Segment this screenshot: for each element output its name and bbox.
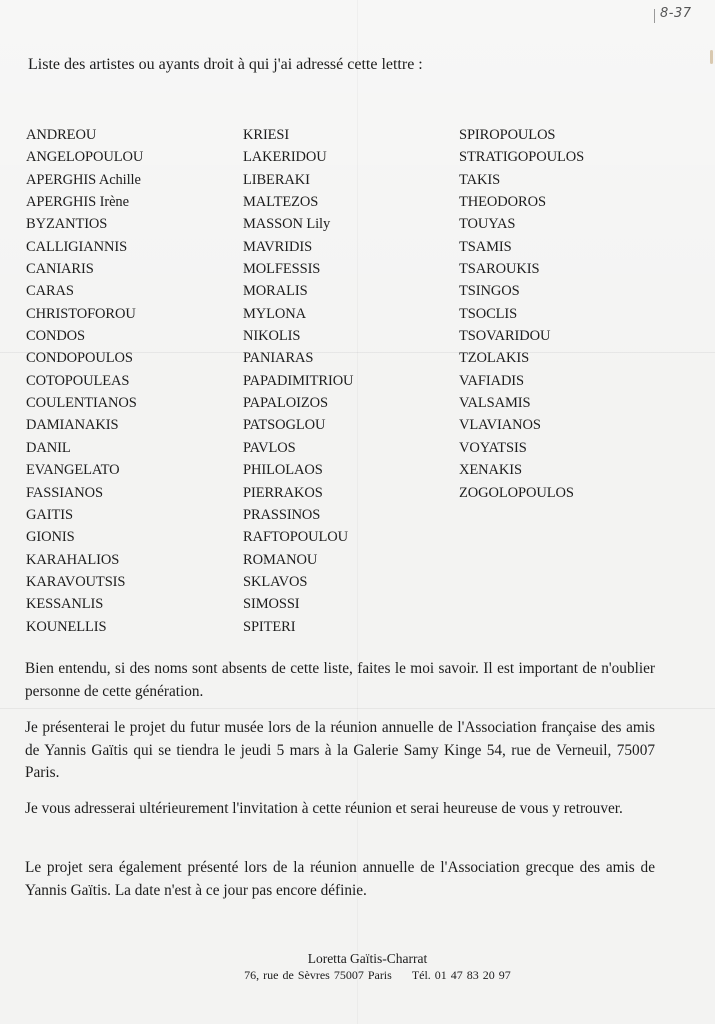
artist-name: PANIARAS — [243, 350, 314, 367]
artist-list — [26, 124, 666, 644]
artist-name: TSAROUKIS — [459, 261, 540, 278]
artist-name: MALTEZOS — [243, 194, 319, 211]
artist-name: CONDOS — [26, 328, 86, 345]
artist-name: SIMOSSI — [243, 596, 300, 613]
artist-name: GIONIS — [26, 529, 75, 546]
artist-name: APERGHIS Achille — [26, 171, 141, 188]
artist-column-2 — [243, 124, 353, 638]
handwritten-reference-mark: 8-37 — [660, 6, 692, 21]
paragraph-missing-names: Bien entendu, si des noms sont absents de cette liste, faites le moi savoir. Il est important de n'oublier personne de cette génération. — [25, 660, 655, 700]
artist-name: THEODOROS — [459, 194, 546, 211]
artist-name: DAMIANAKIS — [26, 417, 119, 434]
artist-name: STRATIGOPOULOS — [459, 149, 585, 166]
artist-name: ROMANOU — [243, 551, 318, 568]
artist-name: XENAKIS — [459, 462, 522, 479]
artist-name: KARAHALIOS — [26, 551, 120, 568]
artist-name: VAFIADIS — [459, 372, 525, 389]
artist-name: PATSOGLOU — [243, 417, 326, 434]
artist-name: LAKERIDOU — [243, 149, 327, 166]
artist-name: SPITERI — [243, 618, 296, 635]
artist-name: PAPALOIZOS — [243, 395, 328, 412]
artist-name: BYZANTIOS — [26, 216, 108, 233]
paragraph-greek-association: Le projet sera également présenté lors de la réunion annuelle de l'Association grecque des amis de Yannis Gaïtis. La date n'est à ce jour pas encore définie. — [25, 859, 655, 899]
artist-name: KOUNELLIS — [26, 618, 107, 635]
artist-name: RAFTOPOULOU — [243, 529, 348, 546]
artist-name: DANIL — [26, 439, 71, 456]
artist-name: PRASSINOS — [243, 506, 321, 523]
list-intro: Liste des artistes ou ayants droit à qui j'ai adressé cette lettre : — [28, 56, 423, 73]
signature-phone: Tél. 01 47 83 20 97 — [411, 968, 511, 982]
artist-name: CARAS — [26, 283, 74, 300]
reference-mark-bar — [654, 9, 655, 23]
signature-address: 76, rue de Sèvres 75007 Paris — [244, 968, 392, 982]
artist-name: MAVRIDIS — [243, 238, 313, 255]
artist-name: CHRISTOFOROU — [26, 305, 136, 322]
artist-name: EVANGELATO — [26, 462, 120, 479]
artist-name: PHILOLAOS — [243, 462, 323, 479]
artist-name: MORALIS — [243, 283, 308, 300]
paper-stain — [710, 50, 713, 64]
artist-name: MASSON Lily — [243, 216, 331, 233]
artist-name: SPIROPOULOS — [459, 127, 556, 143]
artist-name: MYLONA — [243, 305, 307, 322]
artist-name: LIBERAKI — [243, 171, 310, 188]
artist-name: VLAVIANOS — [459, 417, 541, 434]
artist-name: KESSANLIS — [26, 596, 104, 613]
artist-column-3 — [459, 124, 584, 504]
artist-name: VOYATSIS — [459, 439, 527, 456]
artist-name: CONDOPOULOS — [26, 350, 133, 367]
artist-name: ZOGOLOPOULOS — [459, 484, 574, 501]
artist-name: TZOLAKIS — [459, 350, 530, 367]
artist-name: COULENTIANOS — [26, 395, 137, 412]
artist-name: MOLFESSIS — [243, 261, 321, 278]
artist-name: ANDREOU — [26, 127, 97, 143]
artist-column-1 — [26, 124, 143, 638]
artist-name: GAITIS — [26, 506, 73, 523]
artist-name: PAPADIMITRIOU — [243, 372, 354, 389]
artist-name: KRIESI — [243, 127, 290, 143]
artist-name: ANGELOPOULOU — [26, 149, 144, 166]
artist-name: CANIARIS — [26, 261, 94, 278]
artist-name: TSOVARIDOU — [459, 328, 551, 345]
artist-name: PIERRAKOS — [243, 484, 323, 501]
artist-name: TAKIS — [459, 171, 501, 188]
artist-name: SKLAVOS — [243, 573, 308, 590]
signature-name: Loretta Gaïtis-Charrat — [307, 951, 428, 966]
artist-name: KARAVOUTSIS — [26, 573, 126, 590]
artist-name: PAVLOS — [243, 439, 296, 456]
artist-name: TSINGOS — [459, 283, 520, 300]
artist-name: VALSAMIS — [459, 395, 531, 412]
artist-name: COTOPOULEAS — [26, 372, 130, 389]
artist-name: NIKOLIS — [243, 328, 301, 345]
artist-name: FASSIANOS — [26, 484, 103, 501]
artist-name: CALLIGIANNIS — [26, 238, 128, 255]
artist-name: APERGHIS Irène — [26, 194, 129, 211]
artist-name: TSOCLIS — [459, 305, 518, 322]
paragraph-annual-meeting: Je présenterai le projet du futur musée lors de la réunion annuelle de l'Association française des amis de Yannis Gaïtis qui se tiendra le jeudi 5 mars à la Galerie Samy Kinge 54, rue de Verneuil, 75007 Paris. — [25, 719, 655, 781]
signature-contact — [20, 968, 715, 983]
artist-name: TSAMIS — [459, 238, 512, 255]
artist-name: TOUYAS — [459, 216, 516, 233]
paragraph-invitation: Je vous adresserai ultérieurement l'invitation à cette réunion et serai heureuse de vous y retrouver. — [25, 800, 623, 817]
